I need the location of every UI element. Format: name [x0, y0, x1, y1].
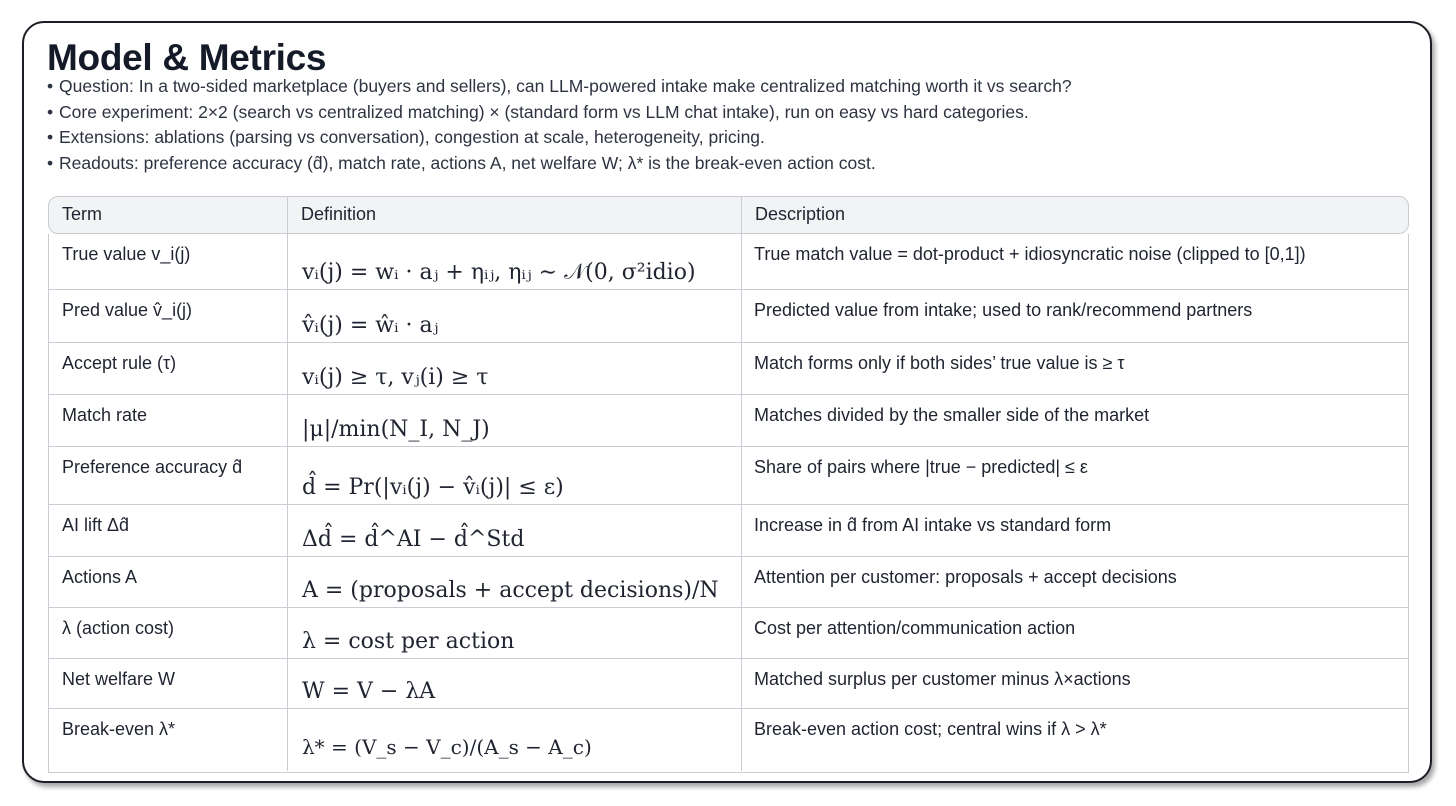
bullet-question: • Question: In a two-sided marketplace (buyers and sellers), can LLM-powered intake make centralized matching worth it vs search? [47, 74, 1072, 100]
definition-cell [287, 505, 741, 556]
definition-cell [287, 659, 741, 708]
table-row [49, 658, 1408, 708]
bullet-extensions: • Extensions: ablations (parsing vs conversation), congestion at scale, heterogeneity, pricing. [47, 125, 1072, 151]
term-cell: True value v_i(j) [62, 244, 191, 264]
formula: A = (proposals + accept decisions)/N [302, 578, 719, 603]
description-cell: Cost per attention/communication action [754, 618, 1076, 638]
metrics-table [48, 196, 1409, 773]
formula: W = V − λA [302, 679, 436, 704]
description-cell: Attention per customer: proposals + accept decisions [754, 567, 1177, 587]
term-cell: Net welfare W [62, 669, 176, 689]
bullet-marker: • [47, 153, 54, 174]
term-cell: Accept rule (τ) [62, 353, 177, 373]
term-cell: λ (action cost) [62, 618, 175, 638]
table-row [49, 504, 1408, 556]
header-definition: Definition [287, 197, 741, 233]
term-cell: Match rate [62, 405, 148, 425]
summary-bullets [47, 74, 1072, 177]
table-row [49, 446, 1408, 504]
term-cell: Preference accuracy d̂ [62, 457, 243, 477]
definition-cell [287, 395, 741, 446]
bullet-marker: • [47, 101, 54, 122]
formula: |μ|/min(N_I, N_J) [302, 417, 490, 442]
table-row [49, 556, 1408, 607]
definition-cell [287, 557, 741, 607]
term-cell: Break-even λ* [62, 719, 176, 739]
description-cell: Matched surplus per customer minus λ×actions [754, 669, 1131, 689]
table-header [48, 196, 1409, 234]
definition-cell [287, 709, 741, 771]
definition-cell [287, 343, 741, 394]
definition-cell [287, 608, 741, 658]
bullet-core-experiment: • Core experiment: 2×2 (search vs centralized matching) × (standard form vs LLM chat intake), run on easy vs hard categories. [47, 100, 1072, 126]
description-cell: Predicted value from intake; used to rank/recommend partners [754, 300, 1253, 320]
term-cell: Actions A [62, 567, 138, 587]
formula: d̂ = Pr(|vᵢ(j) − v̂ᵢ(j)| ≤ ε) [302, 475, 564, 500]
formula: Δd̂ = d̂^AI − d̂^Std [302, 527, 525, 552]
header-term: Term [62, 204, 102, 224]
header-description: Description [741, 197, 1408, 233]
definition-cell [287, 290, 741, 342]
table-body [48, 234, 1409, 773]
table-row [49, 342, 1408, 394]
table-row [49, 234, 1408, 289]
formula: vᵢ(j) = wᵢ · aⱼ + ηᵢⱼ, ηᵢⱼ ∼ 𝒩(0, σ²idio) [302, 260, 696, 285]
page-title: Model & Metrics [47, 37, 327, 78]
column-divider-2 [741, 234, 742, 771]
term-cell: AI lift Δd̂ [62, 515, 130, 535]
description-cell: Matches divided by the smaller side of the market [754, 405, 1150, 425]
table-row [49, 607, 1408, 658]
bullet-marker: • [47, 76, 54, 96]
formula: vᵢ(j) ≥ τ, vⱼ(i) ≥ τ [302, 365, 489, 390]
column-divider-1 [287, 234, 288, 771]
table-row [49, 394, 1408, 446]
bullet-readouts: • Readouts: preference accuracy (d̂), match rate, actions A, net welfare W; λ* is the break-even action cost. [47, 151, 1072, 177]
formula: v̂ᵢ(j) = ŵᵢ · aⱼ [302, 313, 439, 338]
table-row [49, 289, 1408, 342]
description-cell: Break-even action cost; central wins if λ > λ* [754, 719, 1107, 739]
table-row [49, 708, 1408, 771]
formula: λ = cost per action [302, 629, 515, 654]
term-cell: Pred value v̂_i(j) [62, 300, 193, 320]
bullet-marker: • [47, 127, 54, 148]
description-cell: Increase in d̂ from AI intake vs standard form [754, 515, 1112, 535]
formula: λ* = (V_s − V_c)/(A_s − A_c) [302, 735, 592, 759]
definition-cell [287, 234, 741, 289]
definition-cell [287, 447, 741, 504]
description-cell: Share of pairs where |true − predicted| ≤ ε [754, 457, 1088, 477]
description-cell: Match forms only if both sides’ true value is ≥ τ [754, 353, 1125, 373]
description-cell: True match value = dot-product + idiosyncratic noise (clipped to [0,1]) [754, 244, 1306, 264]
